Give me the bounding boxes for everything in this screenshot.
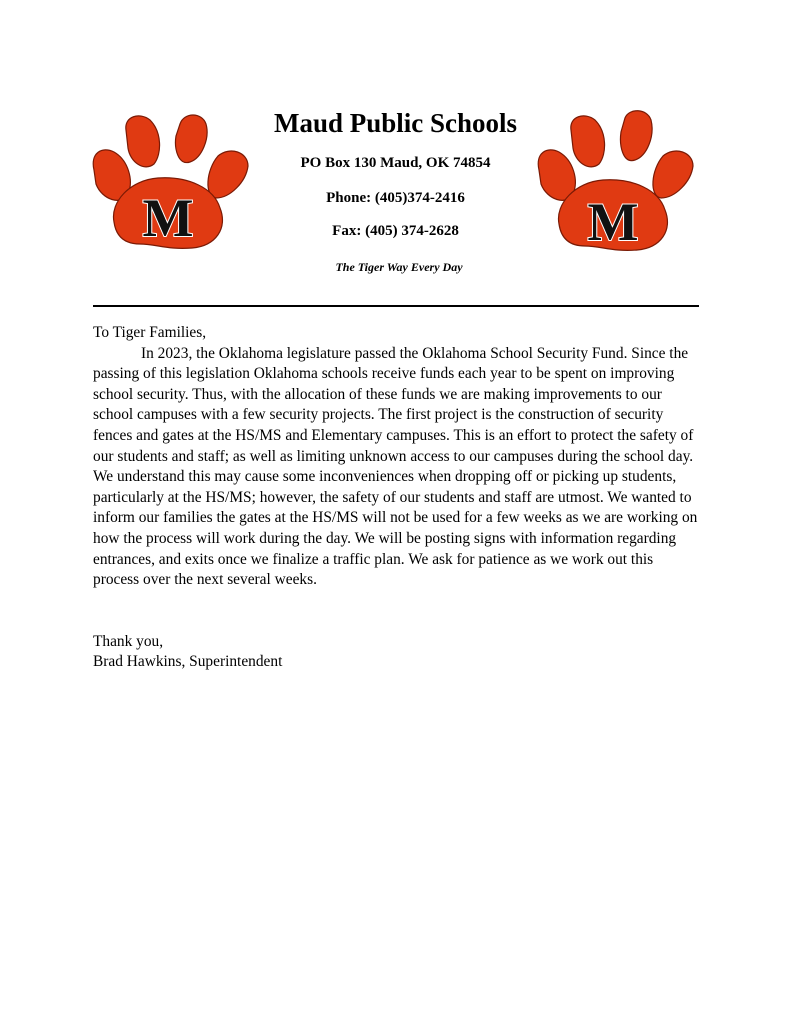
school-name: Maud Public Schools (273, 108, 518, 138)
letter-signature: Brad Hawkins, Superintendent (93, 653, 283, 671)
letter-body (93, 323, 699, 673)
letter-closing: Thank you, (93, 632, 164, 650)
school-address: PO Box 130 Maud, OK 74854 (300, 155, 491, 171)
school-fax: Fax: (405) 374-2628 (332, 223, 459, 239)
logo-right-letter: M (587, 192, 639, 252)
letter-paragraph: In 2023, the Oklahoma legislature passed the Oklahoma School Security Fund. Since the passing of this legislation Oklahoma schools receive funds each year to be spent on improving school security. Thus, with the allocation of these funds we are making improvements to our school campuses with a few security projects. The first project is the construction of security fences and gates at the HS/MS and Elementary campuses. This is an effort to protect the safety of our students and staff; as well as limiting unknown access to our campuses during the school day. We understand this may cause some inconveniences when dropping off or picking up students, particularly at the HS/MS; however, the safety of our students and staff are utmost. We wanted to inform our families the gates at the HS/MS will not be used for a few weeks as we are working on how the process will work during the day. We will be posting signs with information regarding entrances, and exits once we finalize a traffic plan. We ask for patience as we work out this process over the next several weeks. (93, 344, 698, 589)
school-motto: The Tiger Way Every Day (335, 260, 463, 274)
letter-greeting: To Tiger Families, (93, 324, 207, 341)
logo-left-letter: M (142, 188, 194, 248)
header-divider (93, 305, 699, 307)
school-phone: Phone: (405)374-2416 (326, 190, 465, 206)
